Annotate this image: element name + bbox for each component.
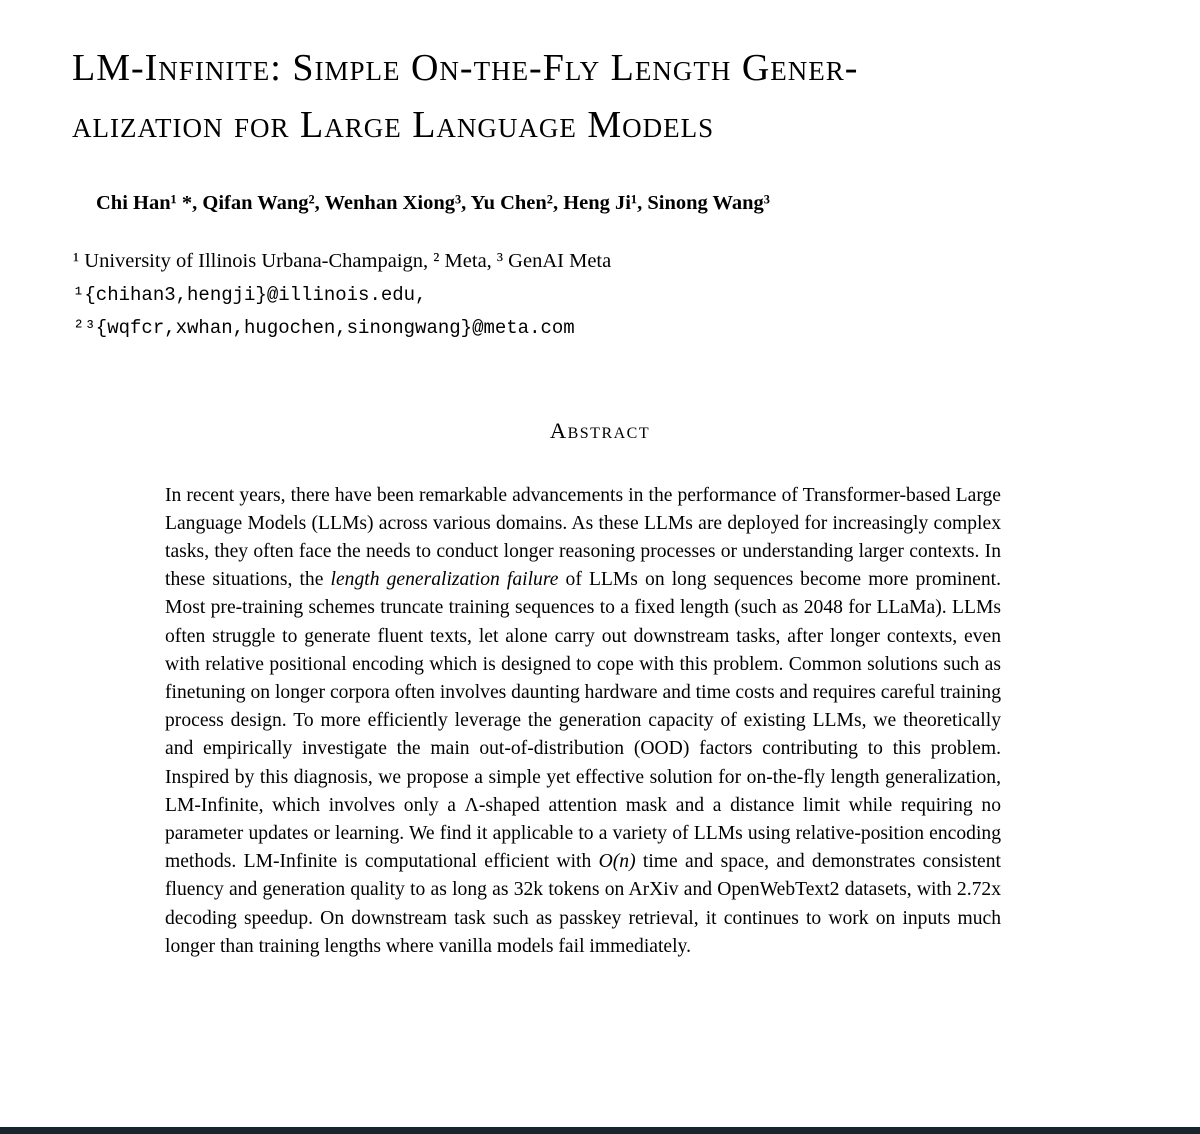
abstract-heading: Abstract [549,417,651,443]
email-line-1: ¹{chihan3,hengji}@illinois.edu, [73,283,427,306]
author-line: Chi Han¹ *, Qifan Wang², Wenhan Xiong³, Yu Chen², Heng Ji¹, Sinong Wang³ [96,192,770,214]
abstract-text: In recent years, there have been remarkable advancements in the performance of Transformer-based Large Language Models (LLMs) across various domains. As these LLMs are deployed for increasingly complex tasks, they often face the needs to conduct longer reasoning processes or understanding larger contexts. In these situations, the length generalization failure of LLMs on long sequences become more prominent. Most pre-training schemes truncate training sequences to a fixed length (such as 2048 for LLaMa). LLMs often struggle to generate fluent texts, let alone carry out downstream tasks, after longer contexts, even with relative positional encoding which is designed to cope with this problem. Common solutions such as finetuning on longer corpora often involves daunting hardware and time costs and requires careful training process design. To more efficiently leverage the generation capacity of existing LLMs, we theoretically and empirically investigate the main out-of-distribution (OOD) factors contributing to this problem. Inspired by this diagnosis, we propose a simple yet effective solution for on-the-fly length generalization, LM-Infinite, which involves only a Λ-shaped attention mask and a distance limit while requiring no parameter updates or learning. We find it applicable to a variety of LLMs using relative-position encoding methods. LM-Infinite is computational efficient with O(n) time and space, and demonstrates consistent fluency and generation quality to as long as 32k tokens on ArXiv and OpenWebText2 datasets, with 2.72x decoding speedup. On downstream task such as passkey retrieval, it continues to work on inputs much longer than training lengths where vanilla models fail immediately. [165,484,1002,957]
affiliation-block [73,245,1200,346]
affiliation-line: ¹ University of Illinois Urbana-Champaign, ² Meta, ³ GenAI Meta [73,250,612,272]
paper-title [72,40,1140,154]
bottom-bar [0,1127,1200,1134]
paper-title-line-1: LM-Infinite: Simple On-the-Fly Length Gener- [72,47,859,89]
email-line-2: ²³{wqfcr,xwhan,hugochen,sinongwang}@meta.com [73,317,575,339]
paper-title-line-2: alization for Large Language Models [72,104,715,146]
